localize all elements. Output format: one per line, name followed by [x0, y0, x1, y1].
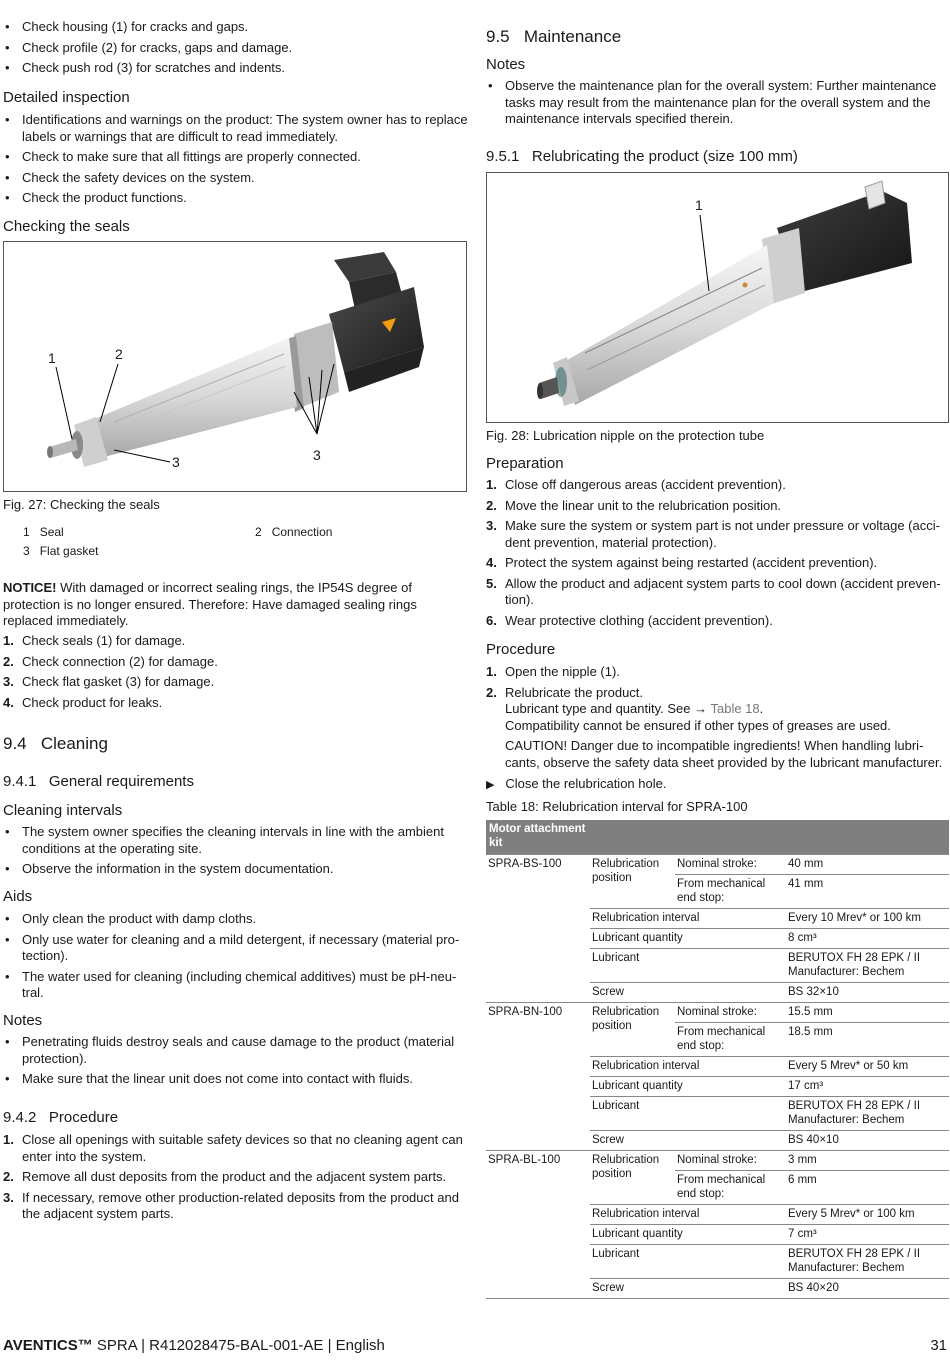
detailed-inspection-heading: Detailed inspection [3, 89, 130, 106]
label-cell: Lubricant quantity [590, 1076, 786, 1096]
value-cell: BS 40×10 [786, 1130, 949, 1150]
value-cell [786, 1244, 949, 1278]
figure-28-caption: Fig. 28: Lubrication nipple on the protection tube [486, 428, 765, 443]
list-item: • Observe the maintenance plan for the overall system: Further maintenance tasks may result from the maintenance plan for the overall system and the maintenance intervals specified therein. [486, 78, 946, 128]
label-cell: Lubricant [590, 1244, 786, 1278]
step-number: 5. [486, 575, 497, 591]
list-item [3, 1169, 468, 1186]
list-item: • Only clean the product with damp cloths. [3, 911, 468, 928]
value-cell: 3 mm [786, 1150, 949, 1170]
table-row [486, 1002, 949, 1022]
table-row [486, 854, 949, 874]
table-header-cell [786, 820, 949, 854]
step-number: 3. [3, 1189, 14, 1205]
step-text: Remove all dust deposits from the product and the adjacent system parts. [22, 1169, 447, 1184]
intervals-bullet-list [3, 824, 468, 882]
section-9-5-heading [486, 26, 621, 48]
list-item: • Check the safety devices on the system. [3, 170, 468, 187]
label-cell: Nominal stroke: [675, 854, 786, 874]
step-number: 3. [486, 518, 497, 533]
value-cell: Every 10 Mrev* or 100 km [786, 908, 949, 928]
aids-bullet-list [3, 911, 468, 1006]
list-item: • Identifications and warnings on the product: The system owner has to replace labels or warnings that are difficult to read immediately. [3, 112, 468, 145]
arrow-right-icon: → [694, 701, 708, 716]
legend-label: Seal [39, 525, 64, 539]
step-text: Lubricant type and quantity. See [505, 701, 695, 716]
table-header-row [486, 820, 949, 854]
callout-3: 3 [172, 454, 180, 470]
step-number: 1. [486, 664, 497, 679]
callout-1: 1 [695, 197, 703, 213]
callout-2: 2 [115, 346, 123, 362]
list-item: • Make sure that the linear unit does not come into contact with fluids. [3, 1071, 468, 1088]
label-cell: Relubrication interval [590, 908, 786, 928]
lubricant-manufacturer: Manufacturer: Bechem [788, 1261, 905, 1274]
label-cell: Nominal stroke: [675, 1150, 786, 1170]
list-item [486, 498, 948, 515]
label-cell: Screw [590, 982, 786, 1002]
cleaning-procedure-list [3, 1132, 468, 1227]
position-cell: Relubrication position [590, 854, 675, 908]
header-text: Motor attachment kit [489, 823, 586, 849]
notice-label: NOTICE! [3, 580, 57, 595]
step-text: Close off dangerous areas (accident prevention). [505, 477, 786, 492]
table-header-cell [486, 820, 590, 854]
footer-brand: AVENTICS™ [3, 1336, 93, 1354]
value-cell: 7 cm³ [786, 1224, 949, 1244]
step-text: Wear protective clothing (accident prevention). [505, 612, 773, 628]
position-cell: Relubrication position [590, 1002, 675, 1056]
legend-number: 1 [23, 525, 30, 539]
kit-cell: SPRA-BS-100 [486, 854, 590, 1002]
list-item [3, 633, 468, 650]
step-text: Close the relubrication hole. [505, 776, 667, 791]
table-header-cell [675, 820, 786, 854]
step-number: 6. [486, 612, 497, 628]
step-text: If necessary, remove other production-related deposits from the product and the adjacent system parts. [22, 1189, 459, 1221]
list-item: • Check push rod (3) for scratches and indents. [3, 60, 468, 77]
step-text: Protect the system against being restarted (accident prevention). [505, 555, 878, 570]
footer-doc-info: SPRA | R412028475-BAL-001-AE | English [92, 1336, 385, 1354]
page-number: 31 [930, 1336, 947, 1354]
step-number: 2. [486, 684, 497, 700]
list-item [3, 654, 468, 671]
step-text: Open the nipple (1). [505, 664, 620, 679]
position-cell: Relubrication position [590, 1150, 675, 1204]
step-text: Check product for leaks. [22, 694, 163, 710]
legend-label: Flat gasket [39, 544, 99, 558]
lubricant-name: BERUTOX FH 28 EPK / II [788, 1247, 921, 1260]
caution-text: Danger due to incompatible ingredients! When handling lubricants, observe the safety data sheet provided by the lubricant manufacturer. [505, 738, 943, 770]
legend-number: 3 [23, 544, 30, 558]
section-number: 9.5.1 [486, 148, 520, 165]
list-item: • The system owner specifies the cleaning intervals in line with the ambient conditions at the operating site. [3, 824, 468, 857]
step-text: Allow the product and adjacent system parts to cool down (accident prevention). [505, 575, 941, 607]
relubrication-procedure-list [486, 664, 948, 738]
section-9-4-heading [3, 733, 108, 755]
notice-paragraph [3, 580, 468, 630]
legend-number: 2 [255, 525, 262, 539]
step-text: Relubricate the product. [505, 684, 644, 700]
table-header-cell [590, 820, 675, 854]
section-title: Maintenance [523, 27, 622, 46]
step-number: 1. [486, 477, 497, 492]
step-text: . [759, 701, 764, 716]
list-item: • Only use water for cleaning and a mild detergent, if necessary (material protection). [3, 932, 468, 965]
section-number: 9.5 [486, 27, 510, 46]
label-cell: Lubricant [590, 1096, 786, 1130]
lubricant-name: BERUTOX FH 28 EPK / II [788, 951, 921, 964]
section-title: Procedure [48, 1109, 119, 1126]
value-cell: 17 cm³ [786, 1076, 949, 1096]
list-item: • Check profile (2) for cracks, gaps and damage. [3, 40, 468, 57]
label-cell: Screw [590, 1278, 786, 1298]
step-text: Check flat gasket (3) for damage. [22, 674, 215, 689]
list-item [3, 1190, 468, 1223]
label-cell: Lubricant [590, 948, 786, 982]
notes-heading: Notes [3, 1012, 43, 1029]
value-cell [786, 1096, 949, 1130]
step-text: Check seals (1) for damage. [22, 633, 186, 648]
lubricant-manufacturer: Manufacturer: Bechem [788, 1113, 905, 1126]
value-cell: 18.5 mm [786, 1022, 949, 1056]
preparation-heading: Preparation [486, 455, 564, 472]
step-number: 4. [3, 694, 14, 710]
section-number: 9.4 [3, 734, 27, 753]
step-number: 2. [486, 497, 497, 513]
cleaning-intervals-heading: Cleaning intervals [3, 802, 123, 819]
section-number: 9.4.2 [3, 1109, 37, 1126]
value-cell: 8 cm³ [786, 928, 949, 948]
notes-bullet-list [3, 1034, 468, 1092]
label-cell: Relubrication interval [590, 1204, 786, 1224]
maintenance-notes-list [486, 78, 946, 132]
value-cell: BS 40×20 [786, 1278, 949, 1298]
figure-28-lubrication-nipple [486, 172, 949, 423]
page-footer [3, 1336, 947, 1355]
preparation-steps-list [486, 477, 948, 633]
intro-bullet-list [3, 19, 468, 81]
list-item [486, 664, 948, 681]
linear-actuator-illustration [4, 242, 466, 491]
value-cell: 15.5 mm [786, 1002, 949, 1022]
section-title: Relubricating the product (size 100 mm) [531, 148, 798, 165]
label-cell: From mechanical end stop: [675, 1170, 786, 1204]
aids-heading: Aids [3, 888, 33, 905]
kit-cell: SPRA-BL-100 [486, 1150, 590, 1298]
seal-steps-list [3, 633, 468, 715]
caution-paragraph [505, 738, 950, 771]
table-18-link[interactable]: Table 18 [707, 701, 760, 716]
list-item: • Check housing (1) for cracks and gaps. [3, 19, 468, 36]
list-item: • Observe the information in the system documentation. [3, 861, 468, 878]
label-cell: Lubricant quantity [590, 928, 786, 948]
table-18-caption: Table 18: Relubrication interval for SPRA-100 [486, 799, 748, 814]
caution-label: CAUTION! [505, 738, 568, 753]
section-9-4-2-heading [3, 1108, 118, 1127]
section-9-4-1-heading [3, 772, 194, 791]
label-cell: From mechanical end stop: [675, 1022, 786, 1056]
value-cell [786, 948, 949, 982]
list-item: • Check the product functions. [3, 190, 468, 207]
list-item [486, 477, 948, 494]
section-title: General requirements [48, 773, 194, 790]
legend-item [23, 544, 98, 559]
value-cell: Every 5 Mrev* or 50 km [786, 1056, 949, 1076]
list-item [3, 1132, 468, 1165]
list-item [486, 685, 948, 735]
step-text: Move the linear unit to the relubrication position. [505, 497, 782, 513]
value-cell: 6 mm [786, 1170, 949, 1204]
list-item: • Check to make sure that all fittings are properly connected. [3, 149, 468, 166]
value-cell: Every 5 Mrev* or 100 km [786, 1204, 949, 1224]
step-text: Close all openings with suitable safety devices so that no cleaning agent can enter into the system. [22, 1132, 463, 1164]
procedure-heading: Procedure [486, 641, 556, 658]
kit-cell: SPRA-BN-100 [486, 1002, 590, 1150]
value-cell: 41 mm [786, 874, 949, 908]
step-text: Check connection (2) for damage. [22, 653, 218, 669]
step-text: Make sure the system or system part is not under pressure or voltage (accident prevention, material protection). [505, 518, 940, 550]
step-number: 1. [3, 633, 14, 648]
checking-seals-heading: Checking the seals [3, 218, 130, 235]
step-number: 2. [3, 653, 14, 669]
legend-item [255, 525, 332, 540]
label-cell: Screw [590, 1130, 786, 1150]
table-row [486, 1150, 949, 1170]
notes-heading: Notes [486, 56, 526, 73]
step-number: 2. [3, 1169, 14, 1184]
list-item: • Penetrating fluids destroy seals and cause damage to the product (material protection). [3, 1034, 468, 1067]
label-cell: From mechanical end stop: [675, 874, 786, 908]
callout-1: 1 [48, 350, 56, 366]
step-text: Compatibility cannot be ensured if other types of greases are used. [505, 717, 891, 733]
list-item [486, 555, 948, 572]
close-step [486, 776, 666, 793]
list-item [486, 518, 948, 551]
list-item [486, 613, 948, 630]
legend-item [23, 525, 64, 540]
list-item [3, 695, 468, 712]
section-9-5-1-heading [486, 147, 798, 166]
step-number: 4. [486, 555, 497, 570]
section-number: 9.4.1 [3, 773, 37, 790]
step-number: 3. [3, 674, 14, 689]
figure-27-checking-seals [3, 241, 467, 492]
label-cell: Nominal stroke: [675, 1002, 786, 1022]
list-item [486, 576, 948, 609]
figure-27-caption: Fig. 27: Checking the seals [3, 497, 160, 512]
label-cell: Lubricant quantity [590, 1224, 786, 1244]
notice-text: With damaged or incorrect sealing rings, the IP54S degree of protection is no longer ensured. Therefore: Have damaged sealing rings replaced immediately. [3, 580, 417, 628]
linear-unit-illustration [487, 173, 948, 422]
lubricant-name: BERUTOX FH 28 EPK / II [788, 1099, 921, 1112]
list-item: • The water used for cleaning (including chemical additives) must be pH-neutral. [3, 969, 468, 1002]
label-cell: Relubrication interval [590, 1056, 786, 1076]
play-arrow-icon: ▶ [486, 779, 495, 791]
detailed-bullet-list [3, 112, 468, 211]
value-cell: 40 mm [786, 854, 949, 874]
section-title: Cleaning [40, 734, 108, 753]
relubrication-table [486, 820, 949, 1299]
legend-label: Connection [271, 525, 333, 539]
callout-3: 3 [313, 447, 321, 463]
step-number: 1. [3, 1132, 14, 1147]
lubricant-manufacturer: Manufacturer: Bechem [788, 965, 905, 978]
list-item [3, 674, 468, 691]
value-cell: BS 32×10 [786, 982, 949, 1002]
